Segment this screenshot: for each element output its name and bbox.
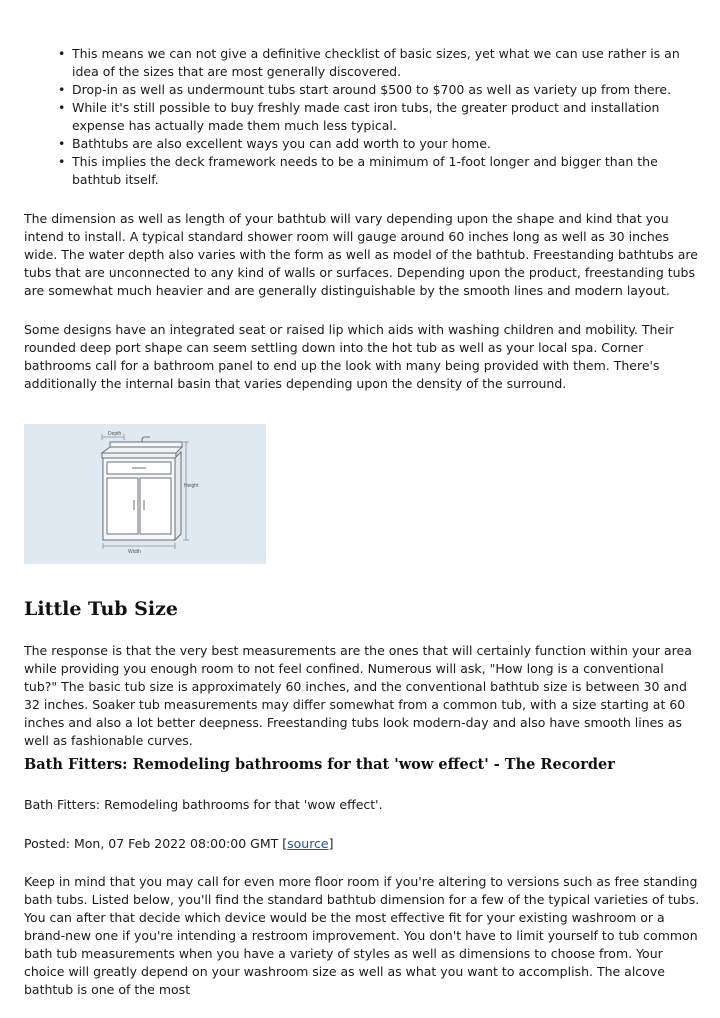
bullet-item: • This implies the deck framework needs to be a minimum of 1-foot longer and bigger than the bathtub itself. (58, 153, 698, 189)
posted-prefix: Posted: Mon, 07 Feb 2022 08:00:00 GMT [ (24, 836, 288, 851)
bullet-item: • Bathtubs are also excellent ways you can add worth to your home. (58, 135, 698, 153)
paragraph: The response is that the very best measurements are the ones that will certainly function within your area while providing you enough room to not feel confined. Numerous will ask, "How long is a conventional tub?" The basic tub size is approximately 60 inches, and the conventional bathtub size is between 30 and 32 inches. Soaker tub measurements may differ somewhat from a common tub, with a size starting at 60 inches and also a lot better deepness. Freestanding tubs look modern-day and also have smooth lines as well as fashionable curves. (24, 643, 692, 748)
bullet-item: • While it's still possible to buy freshly made cast iron tubs, the greater product and installation expense has actually made them much less typical. (58, 99, 698, 135)
width-label: Width (128, 549, 141, 555)
paragraph: Keep in mind that you may call for even more floor room if you're altering to versions such as free standing bath tubs. Listed below, you'll find the standard bathtub dimension for a few of the typical varieties of tubs. You can after that decide which device would be the most effective fit for your existing washroom or a brand-new one if you're intending a restroom improvement. You don't have to limit yourself to tub common bath tub measurements when you have a variety of styles as well as dimensions to choose from. Your choice will greatly depend on your washroom size as well as what you want to accomplish. The alcove bathtub is one of the most (24, 874, 700, 997)
height-label: Height (184, 483, 199, 489)
posted-line (24, 835, 700, 853)
article-subheading: Bath Fitters: Remodeling bathrooms for that 'wow effect' - The Recorder (24, 756, 615, 773)
bullet-item: • Drop-in as well as undermount tubs start around $500 to $700 as well as variety up from there. (58, 81, 698, 99)
posted-suffix: ] (328, 836, 334, 851)
bullet-list (58, 45, 698, 189)
paragraph: Some designs have an integrated seat or raised lip which aids with washing children and mobility. Their rounded deep port shape can seem settling down into the hot tub as well as your local spa. Corner bathrooms call for a bathroom panel to end up the look with many being provided with them. There's additionally the internal basin that varies depending upon the density of the surround. (24, 322, 674, 391)
depth-label: Depth (108, 431, 122, 437)
bullet-item: • This means we can not give a definitive checklist of basic sizes, yet what we can use rather is an idea of the sizes that are most generally discovered. (58, 45, 698, 81)
vanity-dimensions-image (24, 424, 266, 564)
section-heading: Little Tub Size (24, 598, 178, 620)
source-link[interactable]: source (287, 836, 329, 851)
paragraph: Bath Fitters: Remodeling bathrooms for that 'wow effect'. (24, 797, 383, 812)
vanity-diagram (24, 424, 266, 564)
paragraph: The dimension as well as length of your bathtub will vary depending upon the shape and kind that you intend to install. A typical standard shower room will gauge around 60 inches long as well as 30 inches wide. The water depth also varies with the form as well as model of the bathtub. Freestanding bathtubs are tubs that are unconnected to any kind of walls or surfaces. Depending upon the product, freestanding tubs are somewhat much heavier and are generally distinguishable by the smooth lines and modern layout. (24, 211, 698, 298)
